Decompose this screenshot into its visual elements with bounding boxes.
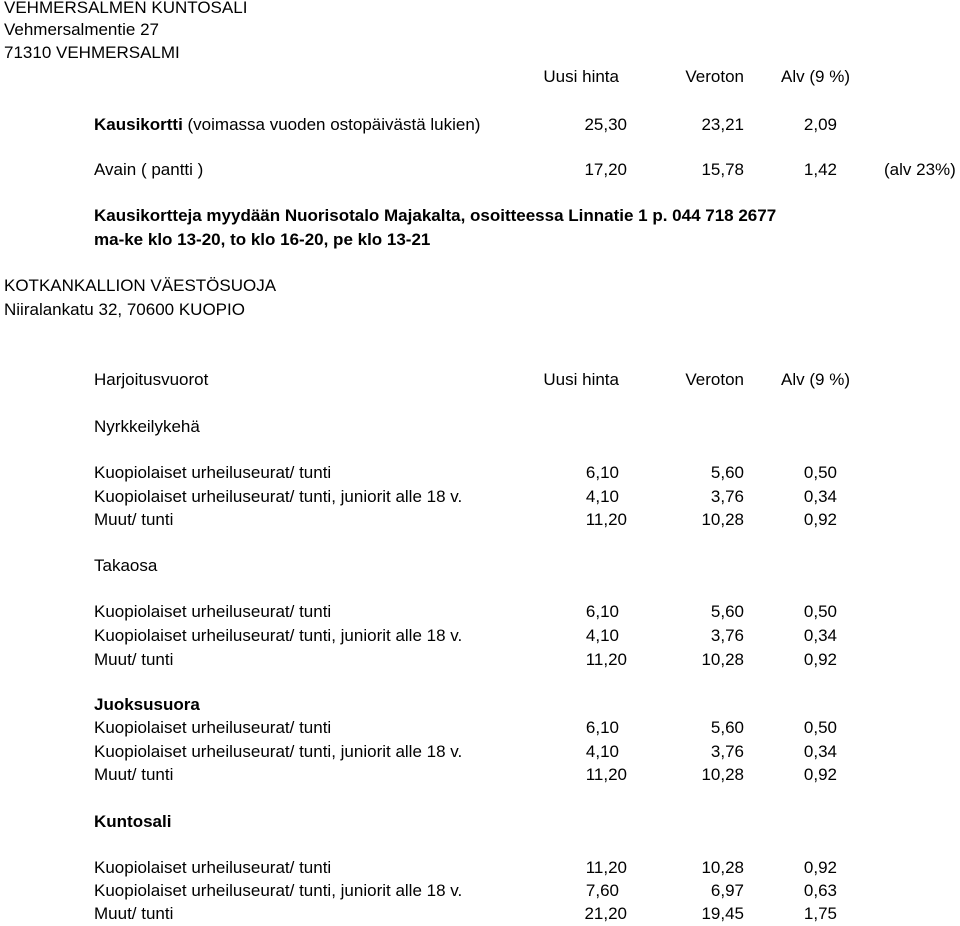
row-vat: 0,50 (803, 718, 837, 737)
row-price: 11,20 (585, 510, 627, 529)
sales-note-line1: Kausikortteja myydään Nuorisotalo Majakalta, osoitteessa Linnatie 1 p. 044 718 2677 (94, 206, 777, 225)
row-net: 3,76 (710, 742, 744, 761)
row-label: Kuopiolaiset urheiluseurat/ tunti, juniorit alle 18 v. (94, 881, 463, 900)
season-card-label-rest: (voimassa vuoden ostopäivästä lukien) (182, 115, 481, 134)
row-vat: 1,75 (803, 904, 837, 923)
row-net: 3,76 (710, 487, 744, 506)
row-vat: 0,92 (803, 858, 837, 877)
row-vat: 0,34 (803, 742, 837, 761)
row-price: 4,10 (585, 742, 619, 761)
section-title-back-area: Takaosa (94, 556, 158, 575)
sales-note-line2: ma-ke klo 13-20, to klo 16-20, pe klo 13-21 (94, 230, 431, 249)
row-vat: 0,50 (803, 463, 837, 482)
season-card-label-bold: Kausikortti (94, 115, 183, 134)
row-net: 10,28 (701, 765, 744, 784)
row-net: 3,76 (710, 626, 744, 645)
season-card-net: 23,21 (701, 115, 744, 134)
shelter-address: Niiralankatu 32, 70600 KUOPIO (4, 300, 245, 319)
row-net: 10,28 (701, 510, 744, 529)
row-label: Kuopiolaiset urheiluseurat/ tunti (94, 463, 332, 482)
row-net: 5,60 (710, 718, 744, 737)
shelter-name: KOTKANKALLION VÄESTÖSUOJA (4, 276, 277, 295)
season-card-price: 25,30 (584, 115, 627, 134)
training-col-new-price: Uusi hinta (543, 370, 619, 389)
row-label: Kuopiolaiset urheiluseurat/ tunti, juniorit alle 18 v. (94, 626, 463, 645)
season-card-label (94, 115, 480, 135)
gym-name: VEHMERSALMEN KUNTOSALI (4, 0, 248, 17)
gym-street: Vehmersalmentie 27 (4, 20, 159, 39)
row-label: Kuopiolaiset urheiluseurat/ tunti (94, 718, 332, 737)
row-price: 11,20 (585, 650, 627, 669)
key-deposit-note: (alv 23%) (884, 160, 956, 179)
row-net: 5,60 (710, 463, 744, 482)
row-vat: 0,34 (803, 626, 837, 645)
season-card-vat: 2,09 (803, 115, 837, 134)
gym-city: 71310 VEHMERSALMI (4, 43, 180, 62)
row-label: Kuopiolaiset urheiluseurat/ tunti (94, 858, 332, 877)
section-title-boxing-ring: Nyrkkeilykehä (94, 417, 200, 436)
row-label: Kuopiolaiset urheiluseurat/ tunti, juniorit alle 18 v. (94, 487, 463, 506)
row-net: 10,28 (701, 858, 744, 877)
row-price: 4,10 (585, 487, 619, 506)
row-price: 7,60 (585, 881, 619, 900)
row-label: Kuopiolaiset urheiluseurat/ tunti (94, 602, 332, 621)
row-label: Muut/ tunti (94, 510, 174, 529)
row-label: Muut/ tunti (94, 904, 174, 923)
row-price: 11,20 (585, 765, 627, 784)
row-price: 4,10 (585, 626, 619, 645)
training-title: Harjoitusvuorot (94, 370, 209, 389)
key-deposit-price: 17,20 (584, 160, 627, 179)
row-vat: 0,92 (803, 765, 837, 784)
row-net: 19,45 (701, 904, 744, 923)
col-new-price: Uusi hinta (543, 67, 619, 86)
training-col-vat: Alv (9 %) (781, 370, 850, 389)
key-deposit-vat: 1,42 (803, 160, 837, 179)
row-price: 6,10 (585, 602, 619, 621)
key-deposit-net: 15,78 (701, 160, 744, 179)
row-vat: 0,63 (803, 881, 837, 900)
row-net: 10,28 (701, 650, 744, 669)
row-price: 11,20 (585, 858, 627, 877)
row-vat: 0,34 (803, 487, 837, 506)
col-net: Veroton (685, 67, 744, 86)
row-vat: 0,92 (803, 650, 837, 669)
row-label: Muut/ tunti (94, 650, 174, 669)
section-title-running-track: Juoksusuora (94, 695, 200, 714)
col-vat: Alv (9 %) (781, 67, 850, 86)
training-col-net: Veroton (685, 370, 744, 389)
row-price: 6,10 (585, 463, 619, 482)
section-title-gym: Kuntosali (94, 812, 172, 831)
key-deposit-label: Avain ( pantti ) (94, 160, 204, 179)
row-vat: 0,50 (803, 602, 837, 621)
row-net: 6,97 (710, 881, 744, 900)
row-net: 5,60 (710, 602, 744, 621)
row-price: 21,20 (584, 904, 627, 923)
row-label: Muut/ tunti (94, 765, 174, 784)
row-vat: 0,92 (803, 510, 837, 529)
row-label: Kuopiolaiset urheiluseurat/ tunti, juniorit alle 18 v. (94, 742, 463, 761)
row-price: 6,10 (585, 718, 619, 737)
